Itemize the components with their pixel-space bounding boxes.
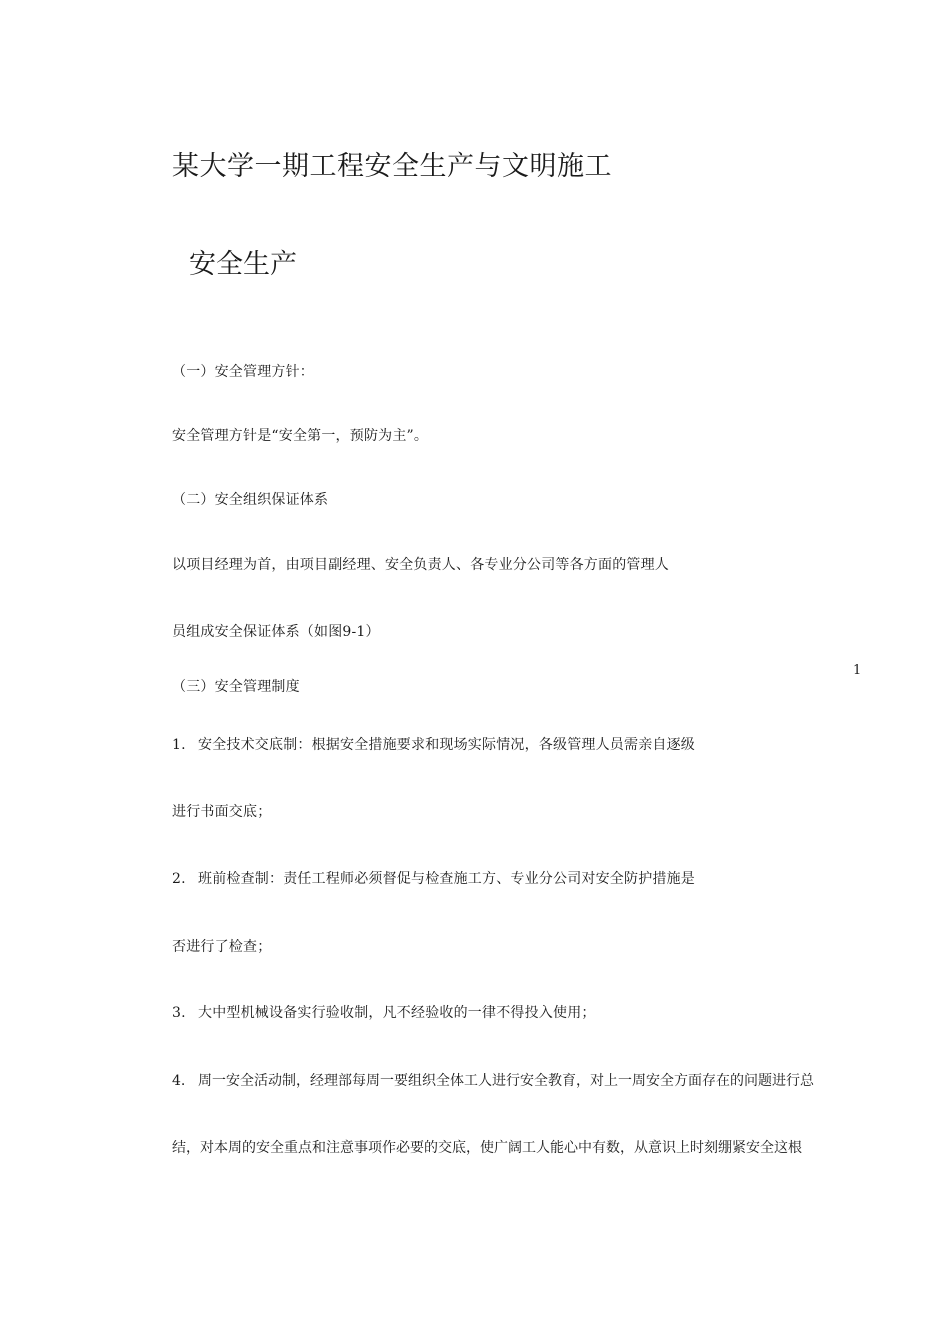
list-item-4-line-1 bbox=[172, 1071, 814, 1091]
list-item-2-number: 2. bbox=[172, 871, 186, 887]
list-item-2-line-2: 否进行了检查； bbox=[172, 939, 272, 955]
list-item-1-number: 1. bbox=[172, 737, 186, 753]
list-item-2-line-1 bbox=[172, 869, 695, 889]
list-item-3-line-1 bbox=[172, 1003, 596, 1023]
heading-organization-system: （二）安全组织保证体系 bbox=[172, 492, 329, 508]
list-item-2-text: 班前检查制：责任工程师必须督促与检查施工方、专业分公司对安全防护措施是 bbox=[198, 871, 695, 887]
page-number: 1 bbox=[853, 663, 862, 678]
list-item-4-number: 4. bbox=[172, 1073, 186, 1089]
list-item-1-text: 安全技术交底制：根据安全措施要求和现场实际情况，各级管理人员需亲自逐级 bbox=[198, 737, 695, 753]
paragraph-safety-policy: 安全管理方针是“安全第一，预防为主”。 bbox=[172, 428, 429, 444]
heading-management-rules: （三）安全管理制度 bbox=[172, 679, 300, 695]
list-item-3-number: 3. bbox=[172, 1005, 186, 1021]
list-item-1-line-1 bbox=[172, 735, 695, 755]
paragraph-organization-line-2: 员组成安全保证体系（如图9-1） bbox=[172, 624, 380, 640]
list-item-4-line-2: 结，对本周的安全重点和注意事项作必要的交底，使广阔工人能心中有数，从意识上时刻绷紧安全这根 bbox=[172, 1140, 802, 1156]
document-title: 某大学一期工程安全生产与文明施工 bbox=[172, 151, 612, 182]
paragraph-organization-line-1: 以项目经理为首，由项目副经理、安全负责人、各专业分公司等各方面的管理人 bbox=[172, 557, 669, 573]
list-item-4-text: 周一安全活动制，经理部每周一要组织全体工人进行安全教育，对上一周安全方面存在的问题进行总 bbox=[198, 1073, 814, 1089]
section-title: 安全生产 bbox=[189, 249, 297, 280]
list-item-1-line-2: 进行书面交底； bbox=[172, 804, 272, 820]
heading-safety-policy: （一）安全管理方针： bbox=[172, 364, 314, 380]
list-item-3-text: 大中型机械设备实行验收制，凡不经验收的一律不得投入使用； bbox=[198, 1005, 596, 1021]
